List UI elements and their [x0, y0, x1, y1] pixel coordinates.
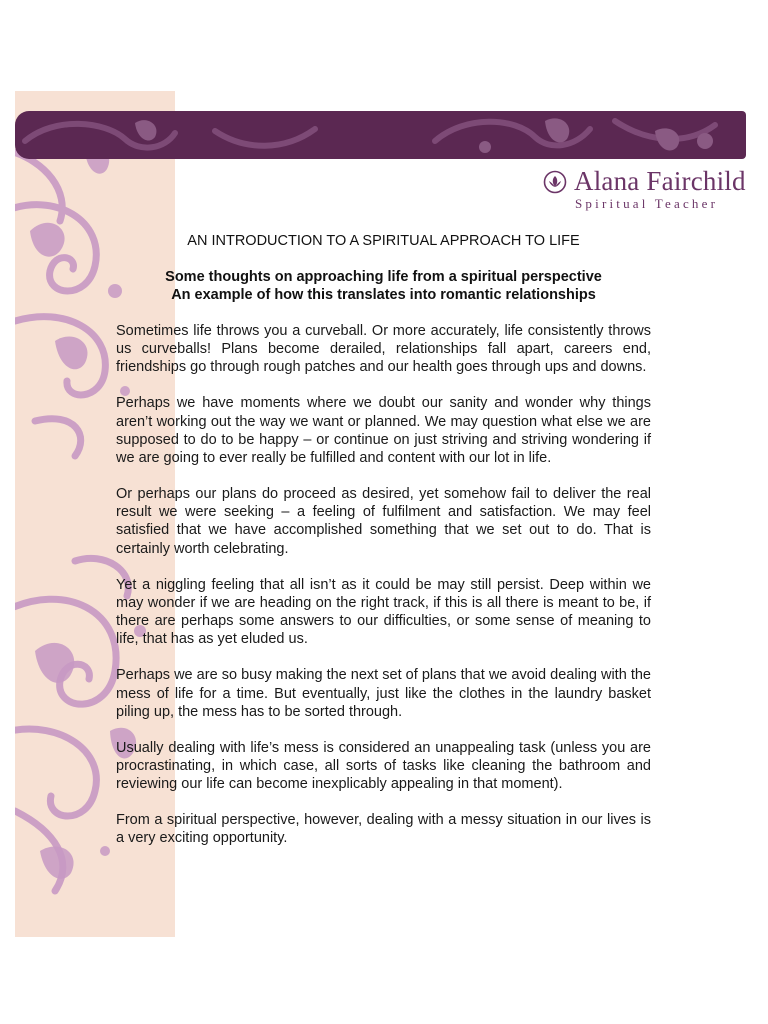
header-banner	[15, 111, 746, 159]
body-paragraph: Perhaps we have moments where we doubt our sanity and wonder why things aren’t working out the way we want or planned. We may question what else we are supposed to do to be happy – or continue on just striving and striving wondering if we are going to ever really be fulfilled and content with our lot in life.	[116, 395, 651, 466]
brand-logo	[543, 166, 746, 214]
body-paragraph: Or perhaps our plans do proceed as desired, yet somehow fail to deliver the real result we were seeking – a feeling of fulfilment and satisfaction. We may feel satisfied that we have accomplished something that we set out to do. That is certainly worth celebrating.	[116, 486, 651, 557]
brand-subtitle: Spiritual Teacher	[575, 196, 719, 211]
body-paragraph: Perhaps we are so busy making the next set of plans that we avoid dealing with the mess of life for a time. But eventually, just like the clothes in the laundry basket piling up, the mess has to be sorted through.	[116, 667, 651, 720]
document-subtitles	[116, 268, 651, 304]
body-paragraph: From a spiritual perspective, however, dealing with a messy situation in our lives is a very exciting opportunity.	[116, 812, 651, 847]
lotus-logo-icon	[543, 170, 567, 194]
body-paragraph: Yet a niggling feeling that all isn’t as it could be may still persist. Deep within we may wonder if we are heading on the right track, if this is all there is meant to be, if there are perhaps some answers to our difficulties, or some sense of meaning to life, that has as yet eluded us.	[116, 576, 651, 648]
document-title: AN INTRODUCTION TO A SPIRITUAL APPROACH TO LIFE	[187, 233, 580, 249]
document-body	[116, 322, 651, 866]
document-subtitle: An example of how this translates into romantic relationships	[171, 287, 596, 303]
body-paragraph: Usually dealing with life’s mess is considered an unappealing task (unless you are procrastinating, in which case, all sorts of tasks like cleaning the bathroom and reviewing our life can become inexplicably appealing in that moment).	[116, 739, 651, 793]
brand-name: Alana Fairchild	[574, 166, 746, 196]
document-subtitle: Some thoughts on approaching life from a spiritual perspective	[165, 269, 602, 285]
swirl-banner-ornament	[15, 111, 746, 159]
body-paragraph: Sometimes life throws you a curveball. Or more accurately, life consistently throws us curveballs! Plans become derailed, relationships fall apart, careers end, friendships go through rough patches and our health goes through ups and downs.	[116, 323, 651, 376]
